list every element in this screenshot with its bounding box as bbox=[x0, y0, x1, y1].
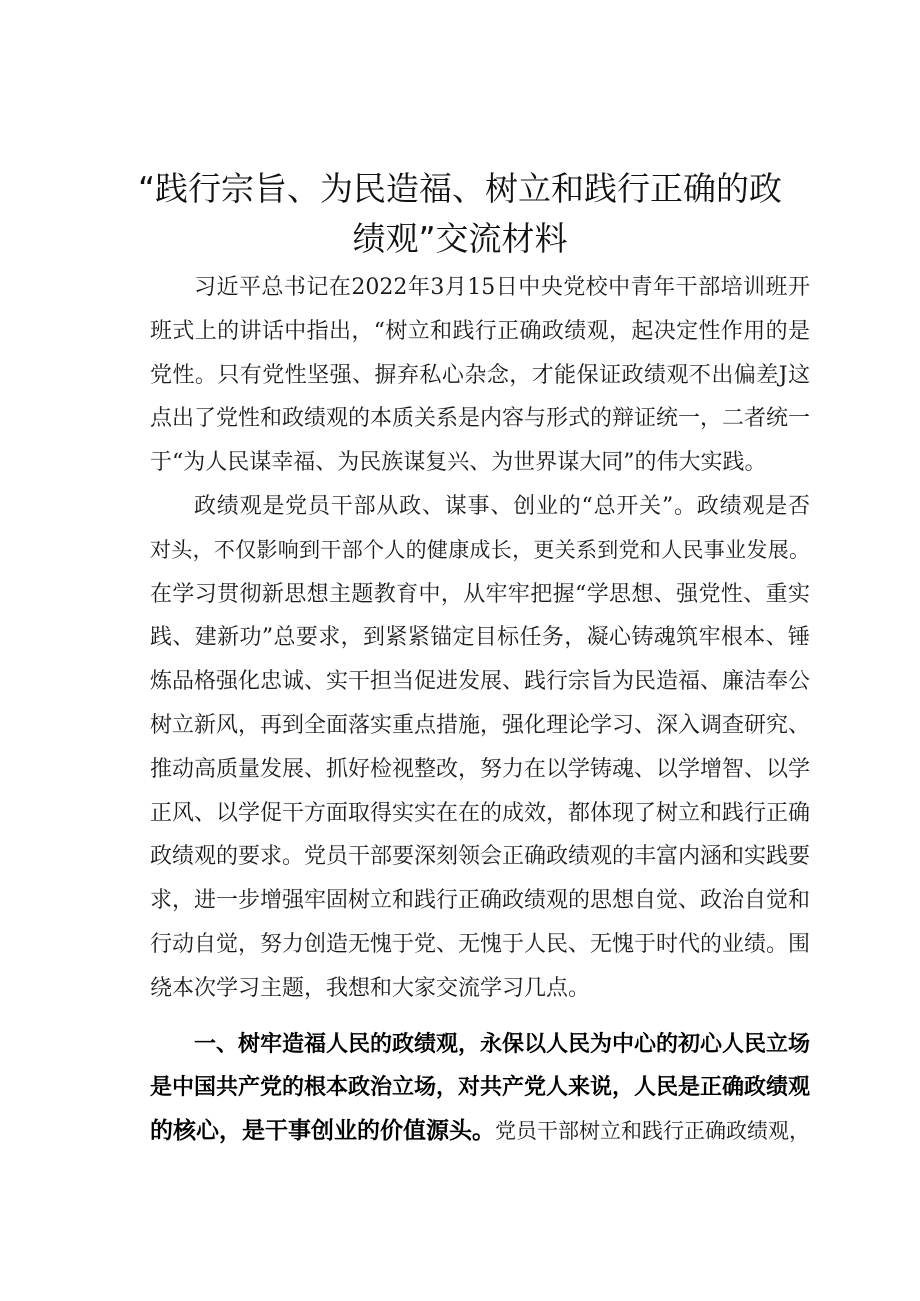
text-line: 点出了党性和政绩观的本质关系是内容与形式的辩证统一，二者统一 bbox=[150, 406, 811, 432]
text-line: 政绩观是党员干部从政、谋事、创业的“总开关”。政绩观是否 bbox=[194, 493, 810, 519]
text-line: 树立新风，再到全面落实重点措施，强化理论学习、深入调查研究、 bbox=[150, 712, 811, 738]
text-line: 对头，不仅影响到干部个人的健康成长，更关系到党和人民事业发展。 bbox=[150, 537, 810, 562]
paragraph-2 bbox=[150, 485, 810, 1011]
text-line: 践、建新功”总要求，到紧紧锚定目标任务，凝心铸魂筑牢根本、锤 bbox=[150, 625, 810, 651]
text-line: 党性。只有党性坚强、摒弃私心杂念，才能保证政绩观不出偏差J这 bbox=[150, 362, 810, 388]
text-line: 炼品格强化忠诚、实干担当促进发展、践行宗旨为民造福、廉洁奉公 bbox=[150, 669, 811, 695]
document-body bbox=[150, 266, 810, 1154]
title-line-1: “践行宗旨、为民造福、树立和践行正确的政 bbox=[137, 169, 783, 208]
paragraph-tail: 党员干部树立和践行正确政绩观， bbox=[495, 1119, 810, 1144]
text-line: 推动高质量发展、抓好检视整改，努力在以学铸魂、以学增智、以学 bbox=[150, 756, 811, 782]
paragraph-1 bbox=[150, 266, 810, 485]
text-line: 绕本次学习主题，我想和大家交流学习几点。 bbox=[150, 975, 591, 1001]
bold-heading-line: 一、树牢造福人民的政绩观，永保以人民为中心的初心人民立场 bbox=[194, 1031, 811, 1057]
text-line: 行动自觉，努力创造无愧于党、无愧于人民、无愧于时代的业绩。围 bbox=[150, 931, 811, 957]
title-line-2: 绩观”交流材料 bbox=[352, 219, 568, 258]
text-line: 正风、以学促干方面取得实实在在的成效，都体现了树立和践行正确 bbox=[150, 800, 811, 826]
text-line: 于“为人民谋幸福、为民族谋复兴、为世界谋大同”的伟大实践。 bbox=[150, 450, 767, 476]
paragraph-3 bbox=[150, 1023, 810, 1154]
text-line: 习近平总书记在2022年3月15日中央党校中青年干部培训班开 bbox=[194, 275, 810, 300]
text-line: 在学习贯彻新思想主题教育中，从牢牢把握“学思想、强党性、重实 bbox=[150, 581, 810, 607]
text-line: 政绩观的要求。党员干部要深刻领会正确政绩观的丰富内涵和实践要 bbox=[150, 844, 811, 870]
mixed-line bbox=[150, 1110, 810, 1154]
bold-heading-line: 是中国共产党的根本政治立场，对共产党人来说，人民是正确政绩观 bbox=[150, 1075, 811, 1101]
paragraph-gap bbox=[150, 1011, 810, 1023]
document-title bbox=[120, 164, 800, 264]
text-line: 求，进一步增强牢固树立和践行正确政绩观的思想自觉、政治自觉和 bbox=[150, 888, 811, 914]
bold-heading-segment: 的核心，是干事创业的价值源头。 bbox=[150, 1118, 495, 1145]
text-line: 班式上的讲话中指出，“树立和践行正确政绩观，起决定性作用的是 bbox=[150, 318, 810, 344]
